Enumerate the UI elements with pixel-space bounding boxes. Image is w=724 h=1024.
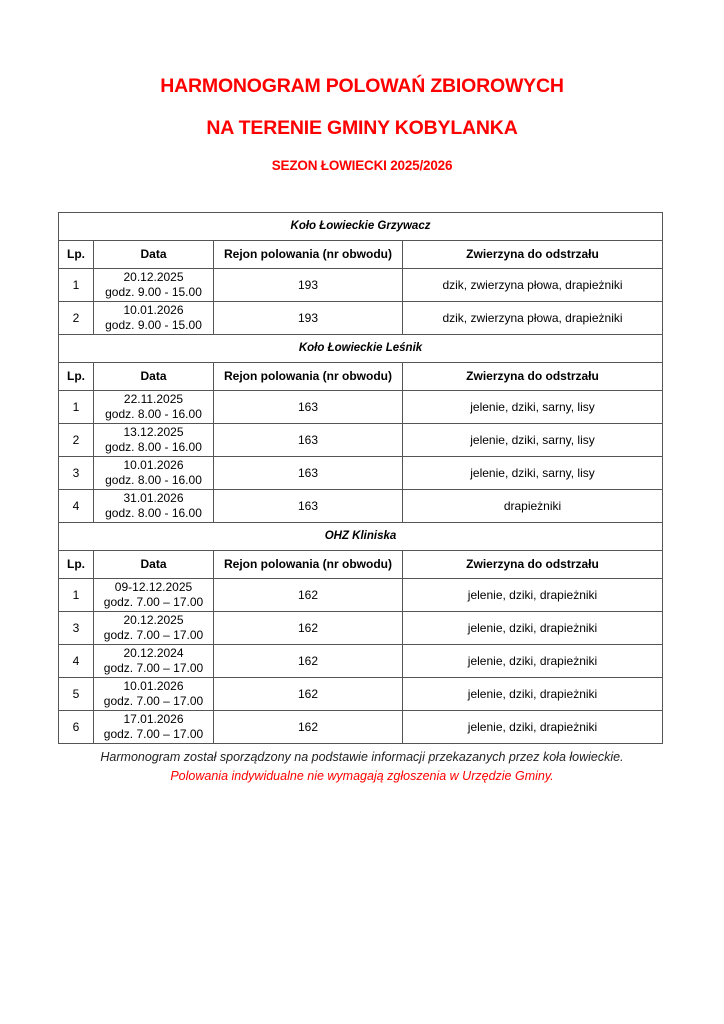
cell-date (94, 391, 214, 424)
cell-region: 163 (214, 490, 403, 523)
date-value: 20.12.2024 (123, 646, 184, 660)
hunting-schedule-table (58, 212, 663, 744)
column-header-date: Data (94, 241, 214, 269)
cell-date (94, 711, 214, 744)
date-value: 22.11.2025 (123, 392, 184, 406)
column-header-row (59, 241, 663, 269)
cell-date (94, 424, 214, 457)
cell-game: jelenie, dziki, drapieżniki (403, 645, 663, 678)
time-range: godz. 8.00 - 16.00 (105, 506, 202, 520)
cell-lp: 3 (59, 457, 94, 490)
cell-date (94, 269, 214, 302)
time-range: godz. 8.00 - 16.00 (105, 407, 202, 421)
cell-game: jelenie, dziki, sarny, lisy (403, 457, 663, 490)
date-value: 13.12.2025 (123, 425, 184, 439)
table-row (59, 302, 663, 335)
cell-lp: 4 (59, 490, 94, 523)
table-row (59, 490, 663, 523)
cell-lp: 1 (59, 579, 94, 612)
time-range: godz. 7.00 – 17.00 (103, 595, 204, 609)
cell-date (94, 579, 214, 612)
date-value: 10.01.2026 (123, 458, 184, 472)
time-range: godz. 7.00 – 17.00 (103, 727, 204, 741)
time-range: godz. 8.00 - 16.00 (105, 440, 202, 454)
table-row (59, 457, 663, 490)
cell-game: jelenie, dziki, drapieżniki (403, 579, 663, 612)
time-range: godz. 9.00 - 15.00 (105, 318, 202, 332)
column-header-date: Data (94, 363, 214, 391)
time-range: godz. 8.00 - 16.00 (105, 473, 202, 487)
cell-game: jelenie, dziki, drapieżniki (403, 678, 663, 711)
cell-date (94, 678, 214, 711)
column-header-lp: Lp. (59, 363, 94, 391)
cell-date (94, 645, 214, 678)
date-value: 20.12.2025 (123, 613, 184, 627)
cell-region: 162 (214, 579, 403, 612)
date-value: 09-12.12.2025 (114, 580, 193, 594)
date-value: 31.01.2026 (123, 491, 184, 505)
column-header-region: Rejon polowania (nr obwodu) (214, 551, 403, 579)
document-title-line2: NA TERENIE GMINY KOBYLANKA (206, 117, 518, 139)
cell-region: 193 (214, 302, 403, 335)
season-subtitle: SEZON ŁOWIECKI 2025/2026 (271, 158, 453, 173)
section-title: Koło Łowieckie Grzywacz (59, 213, 663, 241)
time-range: godz. 7.00 – 17.00 (103, 694, 204, 708)
cell-region: 163 (214, 424, 403, 457)
column-header-game: Zwierzyna do odstrzału (403, 363, 663, 391)
cell-lp: 2 (59, 424, 94, 457)
date-value: 10.01.2026 (123, 679, 184, 693)
date-value: 20.12.2025 (123, 270, 184, 284)
column-header-date: Data (94, 551, 214, 579)
cell-lp: 1 (59, 391, 94, 424)
cell-lp: 6 (59, 711, 94, 744)
time-range: godz. 7.00 – 17.00 (103, 661, 204, 675)
cell-region: 162 (214, 612, 403, 645)
column-header-region: Rejon polowania (nr obwodu) (214, 241, 403, 269)
cell-region: 162 (214, 645, 403, 678)
footer-note: Harmonogram został sporządzony na podstawie informacji przekazanych przez koła łowieckie. (100, 750, 624, 764)
table-row (59, 612, 663, 645)
cell-lp: 2 (59, 302, 94, 335)
table-row (59, 711, 663, 744)
column-header-lp: Lp. (59, 241, 94, 269)
document-title: HARMONOGRAM POLOWAŃ ZBIOROWYCH (160, 75, 564, 97)
column-header-game: Zwierzyna do odstrzału (403, 551, 663, 579)
table-row (59, 645, 663, 678)
section-title: OHZ Kliniska (59, 523, 663, 551)
cell-region: 162 (214, 711, 403, 744)
cell-date (94, 612, 214, 645)
cell-lp: 1 (59, 269, 94, 302)
cell-region: 162 (214, 678, 403, 711)
column-header-game: Zwierzyna do odstrzału (403, 241, 663, 269)
section-title-row (59, 335, 663, 363)
section-title-row (59, 523, 663, 551)
time-range: godz. 7.00 – 17.00 (103, 628, 204, 642)
table-row (59, 269, 663, 302)
column-header-row (59, 551, 663, 579)
table-row (59, 579, 663, 612)
section-title-row (59, 213, 663, 241)
time-range: godz. 9.00 - 15.00 (105, 285, 202, 299)
table-row (59, 678, 663, 711)
table-row (59, 424, 663, 457)
cell-region: 193 (214, 269, 403, 302)
table-row (59, 391, 663, 424)
cell-game: jelenie, dziki, drapieżniki (403, 612, 663, 645)
column-header-lp: Lp. (59, 551, 94, 579)
footer-note-warning: Polowania indywidualne nie wymagają zgłoszenia w Urzędzie Gminy. (170, 769, 554, 783)
date-value: 10.01.2026 (123, 303, 184, 317)
cell-lp: 3 (59, 612, 94, 645)
cell-date (94, 490, 214, 523)
schedule-table-body (59, 213, 663, 744)
cell-region: 163 (214, 457, 403, 490)
cell-game: jelenie, dziki, sarny, lisy (403, 391, 663, 424)
cell-game: dzik, zwierzyna płowa, drapieżniki (403, 302, 663, 335)
cell-date (94, 302, 214, 335)
column-header-region: Rejon polowania (nr obwodu) (214, 363, 403, 391)
date-value: 17.01.2026 (123, 712, 184, 726)
cell-region: 163 (214, 391, 403, 424)
cell-date (94, 457, 214, 490)
cell-game: drapieżniki (403, 490, 663, 523)
cell-game: dzik, zwierzyna płowa, drapieżniki (403, 269, 663, 302)
cell-game: jelenie, dziki, drapieżniki (403, 711, 663, 744)
cell-game: jelenie, dziki, sarny, lisy (403, 424, 663, 457)
column-header-row (59, 363, 663, 391)
section-title: Koło Łowieckie Leśnik (59, 335, 663, 363)
cell-lp: 4 (59, 645, 94, 678)
cell-lp: 5 (59, 678, 94, 711)
